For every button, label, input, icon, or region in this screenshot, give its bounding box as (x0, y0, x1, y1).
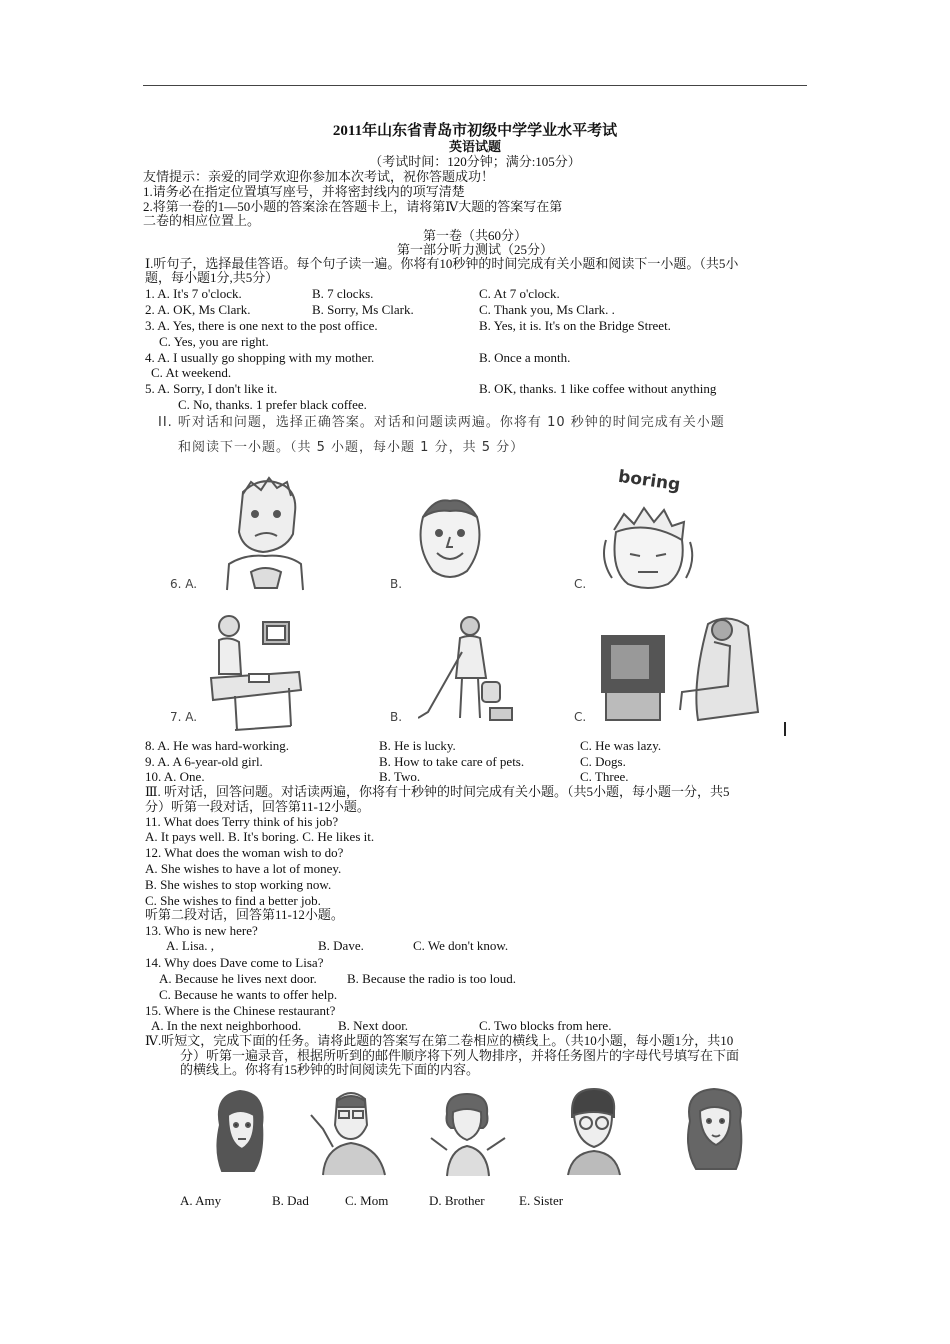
q8-option-a: 8. A. He was hard-working. (145, 738, 290, 753)
q15-option-b: B. Next door. (338, 1018, 409, 1033)
q2-option-a: 2. A. OK, Ms Clark. (145, 302, 251, 317)
part-title: 第一部分听力测试（25分） (396, 242, 553, 257)
pic-label-7c: C. (574, 710, 587, 724)
person-dad: B. Dad (272, 1193, 309, 1208)
office-worker-icon (205, 608, 305, 733)
rule-1: 1.请务必在指定位置填写座号，并将密封线内的项写清楚 (143, 184, 465, 199)
q15-option-a: A. In the next neighborhood. (151, 1018, 302, 1033)
pic-label-7b: B. (390, 710, 403, 724)
q13-option-c: C. We don't know. (413, 938, 509, 953)
second-dialogue-instruction: 听第二段对话，回答第11-12小题。 (145, 907, 344, 922)
q11-question: 11. What does Terry think of his job? (145, 814, 339, 829)
tv-watching-woman-icon (598, 602, 768, 727)
q13-option-b: B. Dave. (318, 938, 364, 953)
top-rule (143, 85, 807, 86)
q5-option-c: C. No, thanks. 1 prefer black coffee. (178, 397, 367, 412)
q10-option-a: 10. A. One. (145, 769, 205, 784)
person-amy: A. Amy (180, 1193, 222, 1208)
section4-instruction-cont: 分）听第一遍录音，根据所听到的邮件顺序将下列人物排序，并将任务图片的字母代号填写在下面 (180, 1048, 740, 1063)
section2-instruction-cont: 和阅读下一小题。（共 5 小题，每小题 1 分，共 5 分） (178, 440, 525, 455)
section4-instruction: Ⅳ.听短文，完成下面的任务。请将此题的答案写在第二卷相应的横线上。（共10小题，每小题1分，共10 (145, 1033, 734, 1048)
q14-question: 14. Why does Dave come to Lisa? (145, 955, 324, 970)
q13-option-a: A. Lisa. , (166, 938, 215, 953)
person-sister: E. Sister (519, 1193, 564, 1208)
q1-option-b: B. 7 clocks. (312, 286, 374, 301)
q9-option-b: B. How to take care of pets. (379, 754, 525, 769)
q3-option-b: B. Yes, it is. It's on the Bridge Street. (479, 318, 671, 333)
q2-option-b: B. Sorry, Ms Clark. (312, 302, 414, 317)
person-brother: D. Brother (429, 1193, 485, 1208)
rule-2a: 2.将第一卷的1—50小题的答案涂在答题卡上，请将第Ⅳ大题的答案写在第 (143, 199, 563, 214)
section1-instruction: Ⅰ.听句子，选择最佳答语。每个句子读一遍。你将有10秒钟的时间完成有关小题和阅读下一小题。（共5小 (145, 256, 739, 271)
q14-option-b: B. Because the radio is too loud. (347, 971, 516, 986)
q12-question: 12. What does the woman wish to do? (145, 845, 344, 860)
rule-2b: 二卷的相应位置上。 (143, 213, 261, 228)
q5-option-a: 5. A. Sorry, I don't like it. (145, 381, 278, 396)
q8-option-c: C. He was lazy. (580, 738, 662, 753)
q15-question: 15. Where is the Chinese restaurant? (145, 1003, 336, 1018)
section2-instruction: II. 听对话和问题，选择正确答案。对话和问题读两遍。你将有 10 秒钟的时间完成有关小题 (158, 415, 725, 430)
pic-label-6c: C. (574, 577, 587, 591)
pic-label-6b: B. (390, 577, 403, 591)
exam-subtitle: 英语试题 (448, 139, 501, 154)
q9-option-a: 9. A. A 6-year-old girl. (145, 754, 263, 769)
q5-option-b: B. OK, thanks. 1 like coffee without anything (479, 381, 717, 396)
q3-option-c: C. Yes, you are right. (159, 334, 269, 349)
q8-option-b: B. He is lucky. (379, 738, 456, 753)
q12-option-c: C. She wishes to find a better job. (145, 893, 321, 908)
q14-option-c: C. Because he wants to offer help. (159, 987, 338, 1002)
q14-option-a: A. Because he lives next door. (159, 971, 317, 986)
volume-title: 第一卷（共60分） (422, 228, 527, 243)
smiling-man-icon (405, 487, 495, 587)
brother-icon (560, 1085, 625, 1177)
q10-option-b: B. Two. (379, 769, 421, 784)
q4-option-b: B. Once a month. (479, 350, 571, 365)
q2-option-c: C. Thank you, Ms Clark. . (479, 302, 615, 317)
section1-instruction-cont: 题，每小题1分,共5分） (145, 270, 279, 285)
pic-label-6a: 6. A. (170, 577, 198, 591)
boring-caption: boring (616, 466, 682, 496)
person-mom: C. Mom (345, 1193, 389, 1208)
q12-option-a: A. She wishes to have a lot of money. (145, 861, 342, 876)
text-cursor (784, 722, 786, 736)
section4-instruction-end: 的横线上。你将有15秒钟的时间阅读先下面的内容。 (180, 1062, 480, 1077)
q4-option-c: C. At weekend. (151, 365, 232, 380)
q10-option-c: C. Three. (580, 769, 629, 784)
bored-boy-icon (598, 500, 698, 595)
section3-instruction-cont: 分）听第一段对话，回答第11-12小题。 (145, 799, 370, 814)
section3-instruction: Ⅲ. 听对话，回答问题。对话读两遍，你将有十秒钟的时间完成有关小题。（共5小题，每小题一分，共5 (145, 784, 730, 799)
exam-title: 2011年山东省青岛市初级中学学业水平考试 (332, 123, 618, 139)
worried-boy-icon (215, 472, 310, 592)
mom-icon (425, 1090, 510, 1178)
q1-option-c: C. At 7 o'clock. (479, 286, 560, 301)
q12-option-b: B. She wishes to stop working now. (145, 877, 332, 892)
amy-icon (208, 1085, 273, 1177)
q3-option-a: 3. A. Yes, there is one next to the post office. (145, 318, 378, 333)
vacuuming-woman-icon (418, 612, 518, 727)
pic-label-7a: 7. A. (170, 710, 198, 724)
q15-option-c: C. Two blocks from here. (479, 1018, 612, 1033)
sister-icon (680, 1085, 750, 1177)
q9-option-c: C. Dogs. (580, 754, 626, 769)
q4-option-a: 4. A. I usually go shopping with my mother. (145, 350, 375, 365)
dad-icon (305, 1085, 395, 1177)
q13-question: 13. Who is new here? (145, 923, 258, 938)
exam-info: （考试时间：120分钟；满分:105分） (369, 154, 581, 169)
friendly-tip: 友情提示：亲爱的同学欢迎你参加本次考试，祝你答题成功！ (143, 169, 495, 184)
q11-options: A. It pays well. B. It's boring. C. He likes it. (145, 829, 375, 844)
q1-option-a: 1. A. It's 7 o'clock. (145, 286, 242, 301)
